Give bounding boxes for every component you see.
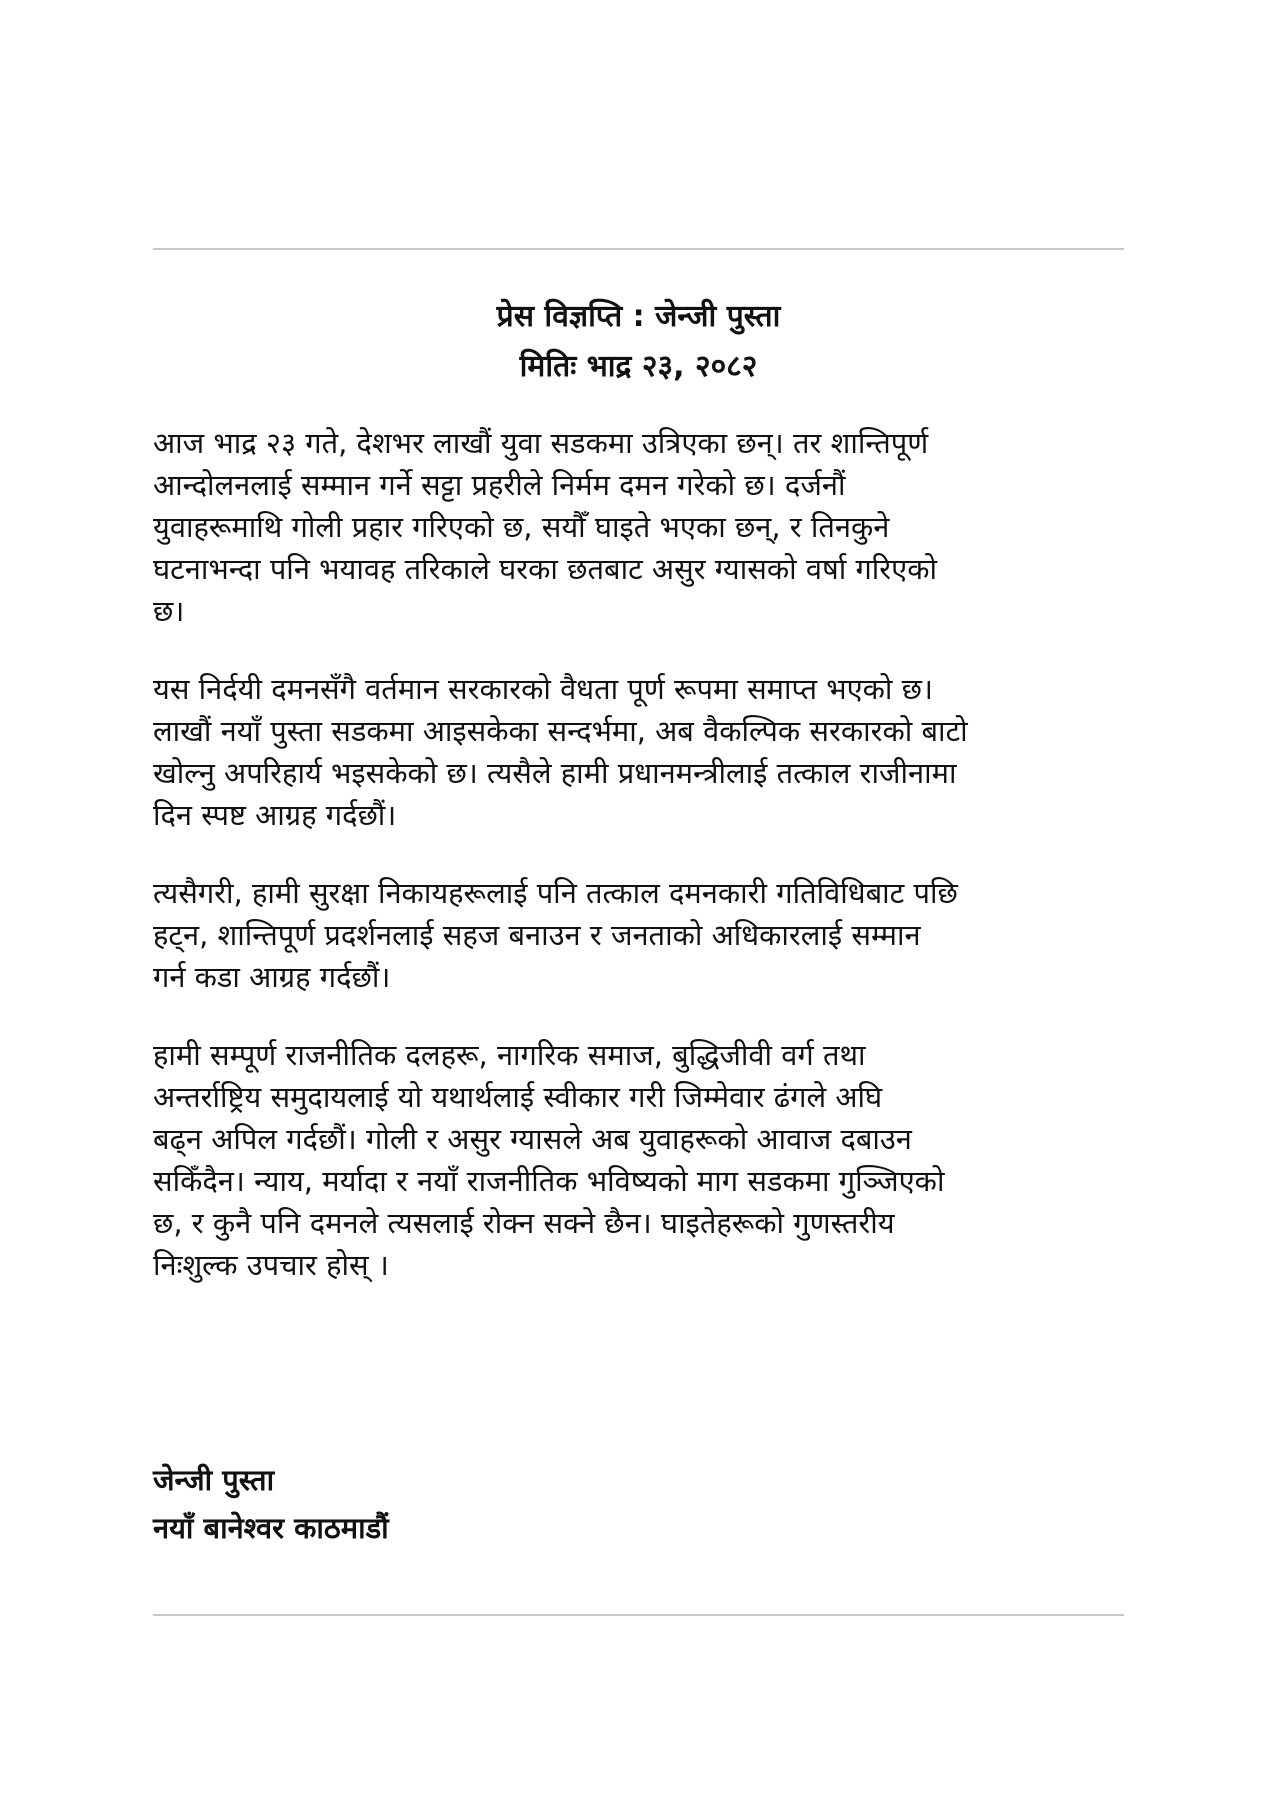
paragraph-line: घटनाभन्दा पनि भयावह तरिकाले घरका छतबाट असुर ग्यासको वर्षा गरिएको bbox=[153, 552, 937, 586]
bottom-divider bbox=[153, 1614, 1124, 1616]
document-body bbox=[153, 422, 1133, 1322]
paragraph-line: यस निर्दयी दमनसँगै वर्तमान सरकारको वैधता पूर्ण रूपमा समाप्त भएको छ। bbox=[153, 672, 933, 706]
paragraph-1 bbox=[153, 422, 1133, 632]
paragraph-line: खोल्नु अपरिहार्य भइसकेको छ। त्यसैले हामी प्रधानमन्त्रीलाई तत्काल राजीनामा bbox=[153, 756, 957, 790]
paragraph-line: गर्न कडा आग्रह गर्दछौं। bbox=[153, 960, 391, 994]
paragraph-3 bbox=[153, 872, 1133, 998]
press-release-date: मितिः भाद्र २३, २०८२ bbox=[519, 349, 758, 384]
paragraph-line: आज भाद्र २३ गते, देशभर लाखौं युवा सडकमा उत्रिएका छन्। तर शान्तिपूर्ण bbox=[153, 426, 929, 460]
paragraph-line: दिन स्पष्ट आग्रह गर्दछौं। bbox=[153, 798, 397, 832]
paragraph-line: आन्दोलनलाई सम्मान गर्ने सट्टा प्रहरीले निर्मम दमन गरेको छ। दर्जनौं bbox=[153, 468, 846, 502]
signature-location: नयाँ बानेश्वर काठमाडौं bbox=[153, 1511, 389, 1545]
signature-block bbox=[153, 1456, 389, 1552]
paragraph-line: बढ्न अपिल गर्दछौं। गोली र असुर ग्यासले अब युवाहरूको आवाज दबाउन bbox=[153, 1122, 912, 1156]
press-release-title: प्रेस विज्ञप्ति : जेन्जी पुस्ता bbox=[496, 299, 781, 334]
paragraph-line: त्यसैगरी, हामी सुरक्षा निकायहरूलाई पनि तत्काल दमनकारी गतिविधिबाट पछि bbox=[153, 876, 958, 910]
top-divider bbox=[153, 248, 1124, 250]
document-heading bbox=[153, 292, 1124, 392]
paragraph-line: छ, र कुनै पनि दमनले त्यसलाई रोक्न सक्ने छैन। घाइतेहरूको गुणस्तरीय bbox=[153, 1206, 895, 1240]
paragraph-line: सकिँदैन। न्याय, मर्यादा र नयाँ राजनीतिक भविष्यको माग सडकमा गुञ्जिएको bbox=[153, 1164, 945, 1198]
paragraph-2 bbox=[153, 668, 1133, 836]
paragraph-line: निःशुल्क उपचार होस् । bbox=[153, 1248, 389, 1282]
paragraph-line: छ। bbox=[153, 594, 185, 628]
paragraph-line: हामी सम्पूर्ण राजनीतिक दलहरू, नागरिक समाज, बुद्धिजीवी वर्ग तथा bbox=[153, 1038, 866, 1072]
signature-organization: जेन्जी पुस्ता bbox=[153, 1463, 275, 1497]
paragraph-line: हट्न, शान्तिपूर्ण प्रदर्शनलाई सहज बनाउन र जनताको अधिकारलाई सम्मान bbox=[153, 918, 921, 952]
paragraph-line: अन्तर्राष्ट्रिय समुदायलाई यो यथार्थलाई स्वीकार गरी जिम्मेवार ढंगले अघि bbox=[153, 1080, 883, 1114]
paragraph-4 bbox=[153, 1034, 1133, 1286]
paragraph-line: लाखौं नयाँ पुस्ता सडकमा आइसकेका सन्दर्भमा, अब वैकल्पिक सरकारको बाटो bbox=[153, 714, 968, 748]
paragraph-line: युवाहरूमाथि गोली प्रहार गरिएको छ, सयौँ घाइते भएका छन्, र तिनकुने bbox=[153, 510, 890, 544]
